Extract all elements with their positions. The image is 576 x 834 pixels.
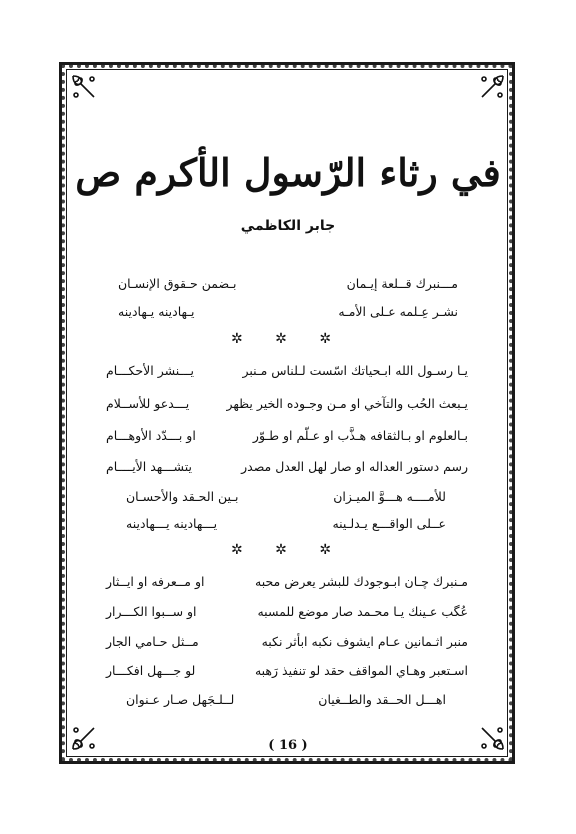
verse-line [106,459,468,474]
corner-ornament-icon [476,73,506,103]
verse-hemistich-left: او مــعرفه او ايــثار [106,574,205,589]
verse-line [106,396,468,411]
verse-hemistich-left: بـين الحـقد والأحسـان [126,489,239,504]
star-divider: ✲ ✲ ✲ [230,542,346,558]
verse-hemistich-left: لو جـــهل افكـــار [106,663,196,678]
verse-hemistich-left: او بـــدّد الأوهـــام [106,428,196,443]
verse-hemistich-right: يـبعث الحُب والتآخي او مـن وجـوده الخير يظهر [226,396,468,411]
verse-hemistich-left: لــلـجَهل صـار عـنوان [126,692,235,707]
verse-hemistich-right: مـنبرك چـان ابـوجودك للبشر يعرض محبه [255,574,468,589]
verse-hemistich-right: منبر اثـمانين عـام ايشوف نكبه ابأثر نكبه [261,634,468,649]
verse-hemistich-left: يـــنشر الأحكـــام [106,363,195,378]
verse-hemistich-left: يـــدعو للأســلام [106,396,190,411]
verse-hemistich-left: يـــهادينه يـــهادينه [126,516,218,531]
verse-hemistich-right: مـــنبرك قــلعة إيـمان [346,276,458,291]
verse-hemistich-right: عُگب عـينك يـا محـمد صار موضع للمسبه [257,604,468,619]
verse-hemistich-right: رسم دستور العداله او صار لهل العدل مصدر [241,459,468,474]
verse-hemistich-left: يـهادينه يـهادينه [118,304,195,319]
verse-hemistich-right: يـا رسـول الله ابـحياتك اسّست لـلناس مـنبر [242,363,468,378]
verse-line [106,428,468,443]
verse-line [106,604,468,619]
verse-hemistich-right: عــلى الواقـــع يـدلـينه [332,516,446,531]
corner-ornament-icon [70,73,100,103]
verse-hemistich-left: يتشـــهد الأيــــام [106,459,192,474]
verse-hemistich-left: او ســبوا الكـــرار [106,604,197,619]
verse-line [126,692,446,707]
verse-line [118,304,458,319]
page-number: ( 16 ) [268,738,308,753]
verse-line [126,489,446,504]
verse-hemistich-left: بـضمن حـقوق الإنسـان [118,276,237,291]
verse-line [106,663,468,678]
verse-line [106,363,468,378]
poem-title: في رثاء الرّسول الأكرم ص [75,150,501,195]
verse-hemistich-right: اسـتعبر وهـاي المواقف حقد لو تنفيذ رَهبه [254,663,468,678]
verse-line [118,276,458,291]
verse-hemistich-right: اهـــل الحــقد والطــغيان [318,692,446,707]
verse-line [106,574,468,589]
verse-hemistich-right: للأمــــه هـــوَّ الميـزان [333,489,446,504]
poem-author: جابر الكاظمي [240,218,336,234]
star-divider: ✲ ✲ ✲ [230,331,346,347]
verse-hemistich-left: مــثل حـامي الجار [106,634,199,649]
verse-line [106,634,468,649]
verse-line [126,516,446,531]
verse-hemistich-right: نشـر عِـلمه عـلى الأمـه [338,304,458,319]
verse-hemistich-right: بـالعلوم او بـالثقافه هـذَّب او عـلّم او طـوّر [252,428,468,443]
